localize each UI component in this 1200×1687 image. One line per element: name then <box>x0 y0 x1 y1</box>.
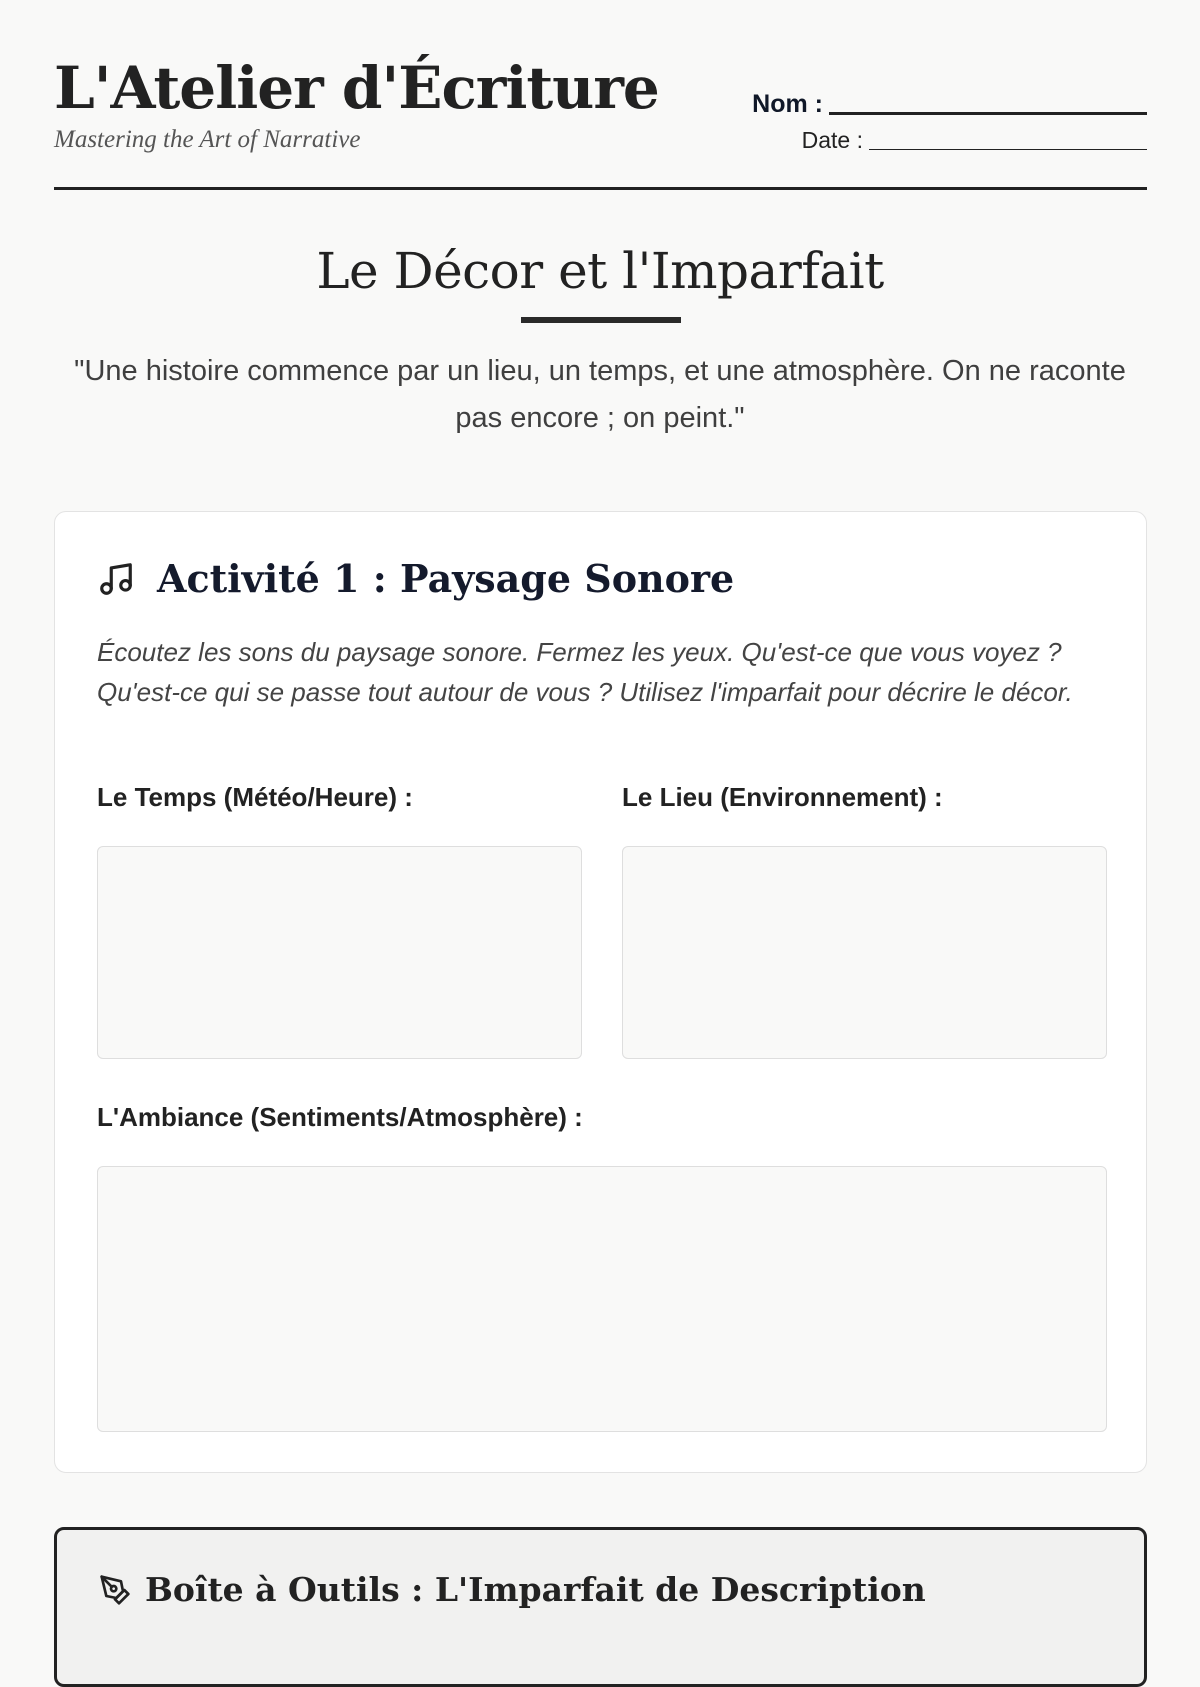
music-icon <box>97 560 135 598</box>
activity-card <box>54 511 1147 1473</box>
ambiance-label: L'Ambiance (Sentiments/Atmosphère) : <box>97 1102 583 1132</box>
page-title: Le Décor et l'Imparfait <box>316 242 884 300</box>
student-meta <box>727 90 1147 154</box>
date-field[interactable] <box>869 149 1147 150</box>
date-label: Date : <box>801 127 863 153</box>
toolbox-card <box>54 1527 1147 1687</box>
intro-quote: "Une histoire commence par un lieu, un temps, et une atmosphère. On ne raconte pas encore ; on peint." <box>74 355 1126 434</box>
lieu-answer-box[interactable] <box>622 846 1107 1059</box>
date-row <box>727 127 1147 154</box>
pen-icon <box>99 1574 131 1606</box>
nom-field[interactable] <box>829 112 1147 115</box>
activity-header <box>97 556 734 601</box>
temps-answer-box[interactable] <box>97 846 582 1059</box>
page-header <box>54 52 1147 190</box>
nom-row <box>727 90 1147 119</box>
ambiance-answer-box[interactable] <box>97 1166 1107 1432</box>
brand-subtitle: Mastering the Art of Narrative <box>54 126 361 153</box>
brand-title: L'Atelier d'Écriture <box>54 54 659 122</box>
activity-title: Activité 1 : Paysage Sonore <box>157 556 735 601</box>
activity-instructions: Écoutez les sons du paysage sonore. Fermez les yeux. Qu'est-ce que vous voyez ? Qu'est-ce qui se passe tout autour de vous ? Utilisez l'imparfait pour décrire le décor. <box>97 637 1073 707</box>
temps-label: Le Temps (Météo/Heure) : <box>97 782 413 812</box>
lieu-label: Le Lieu (Environnement) : <box>622 782 943 812</box>
toolbox-header <box>99 1570 926 1609</box>
nom-label: Nom : <box>752 90 823 118</box>
title-underline <box>521 317 681 323</box>
toolbox-title: Boîte à Outils : L'Imparfait de Description <box>145 1570 926 1609</box>
